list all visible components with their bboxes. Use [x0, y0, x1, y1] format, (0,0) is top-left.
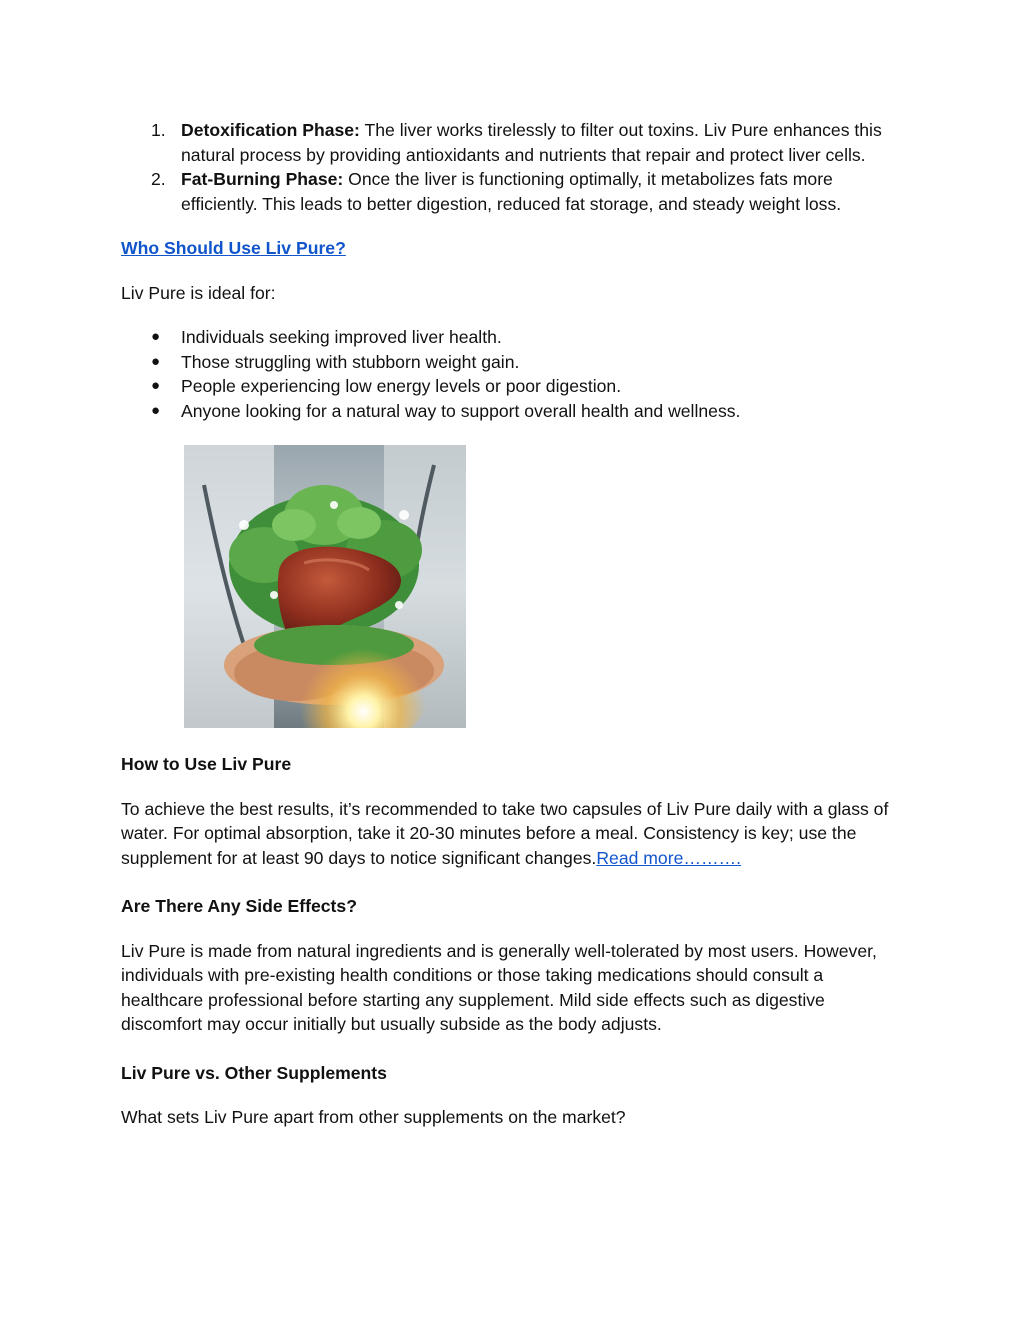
who-should-use-heading-link[interactable]: Who Should Use Liv Pure?: [121, 238, 346, 258]
bullet-icon: ●: [151, 328, 161, 345]
list-item: [121, 399, 906, 424]
phase-item: [121, 118, 906, 167]
versus-text: What sets Liv Pure apart from other supplements on the market?: [121, 1107, 626, 1127]
versus-heading: Liv Pure vs. Other Supplements: [121, 1062, 387, 1083]
side-effects-heading: Are There Any Side Effects?: [121, 896, 357, 916]
phase-text: Once the liver is functioning optimally, it metabolizes fats more efficiently. This leads to better digestion, reduced fat storage, and steady weight loss.: [181, 169, 842, 214]
how-to-use-text: [121, 797, 906, 871]
phase-item: [121, 167, 906, 216]
list-item-text: Those struggling with stubborn weight gain.: [181, 351, 520, 372]
list-item: [121, 374, 906, 399]
document-page: [121, 118, 906, 1130]
list-item: [121, 325, 906, 350]
phase-title: Fat-Burning Phase:: [181, 169, 344, 189]
phase-title: Detoxification Phase:: [181, 120, 360, 140]
list-number: 2.: [151, 169, 166, 189]
list-item: [121, 350, 906, 375]
list-item-text: Individuals seeking improved liver health.: [181, 327, 502, 347]
liver-in-hands-illustration: [184, 445, 466, 728]
phase-text: The liver works tirelessly to filter out toxins. Liv Pure enhances this natural process by providing antioxidants and nutrients that repair and protect liver cells.: [181, 120, 882, 165]
bullet-icon: ●: [151, 352, 161, 370]
list-number: 1.: [151, 120, 166, 140]
read-more-link[interactable]: Read more……….: [596, 847, 742, 868]
list-item-text: Anyone looking for a natural way to support overall health and wellness.: [181, 400, 741, 421]
how-to-use-heading: How to Use Liv Pure: [121, 754, 292, 774]
who-intro: Liv Pure is ideal for:: [121, 282, 276, 303]
bullet-icon: ●: [151, 377, 161, 394]
audience-list: [121, 325, 906, 423]
bullet-icon: ●: [151, 401, 161, 419]
how-to-use-body: To achieve the best results, it’s recommended to take two capsules of Liv Pure daily with a glass of water. For optimal absorption, take it 20-30 minutes before a meal. Consistency is key; use the supplement for at least 90 days to notice significant changes.: [121, 798, 889, 868]
list-item-text: People experiencing low energy levels or poor digestion.: [181, 376, 622, 396]
phases-list: [121, 118, 906, 216]
side-effects-text: Liv Pure is made from natural ingredients and is generally well-tolerated by most users. However, individuals with pre-existing health conditions or those taking medications should consult a healthcare professional before starting any supplement. Mild side effects such as digestive discomfort may occur initially but usually subside as the body adjusts.: [121, 940, 877, 1034]
